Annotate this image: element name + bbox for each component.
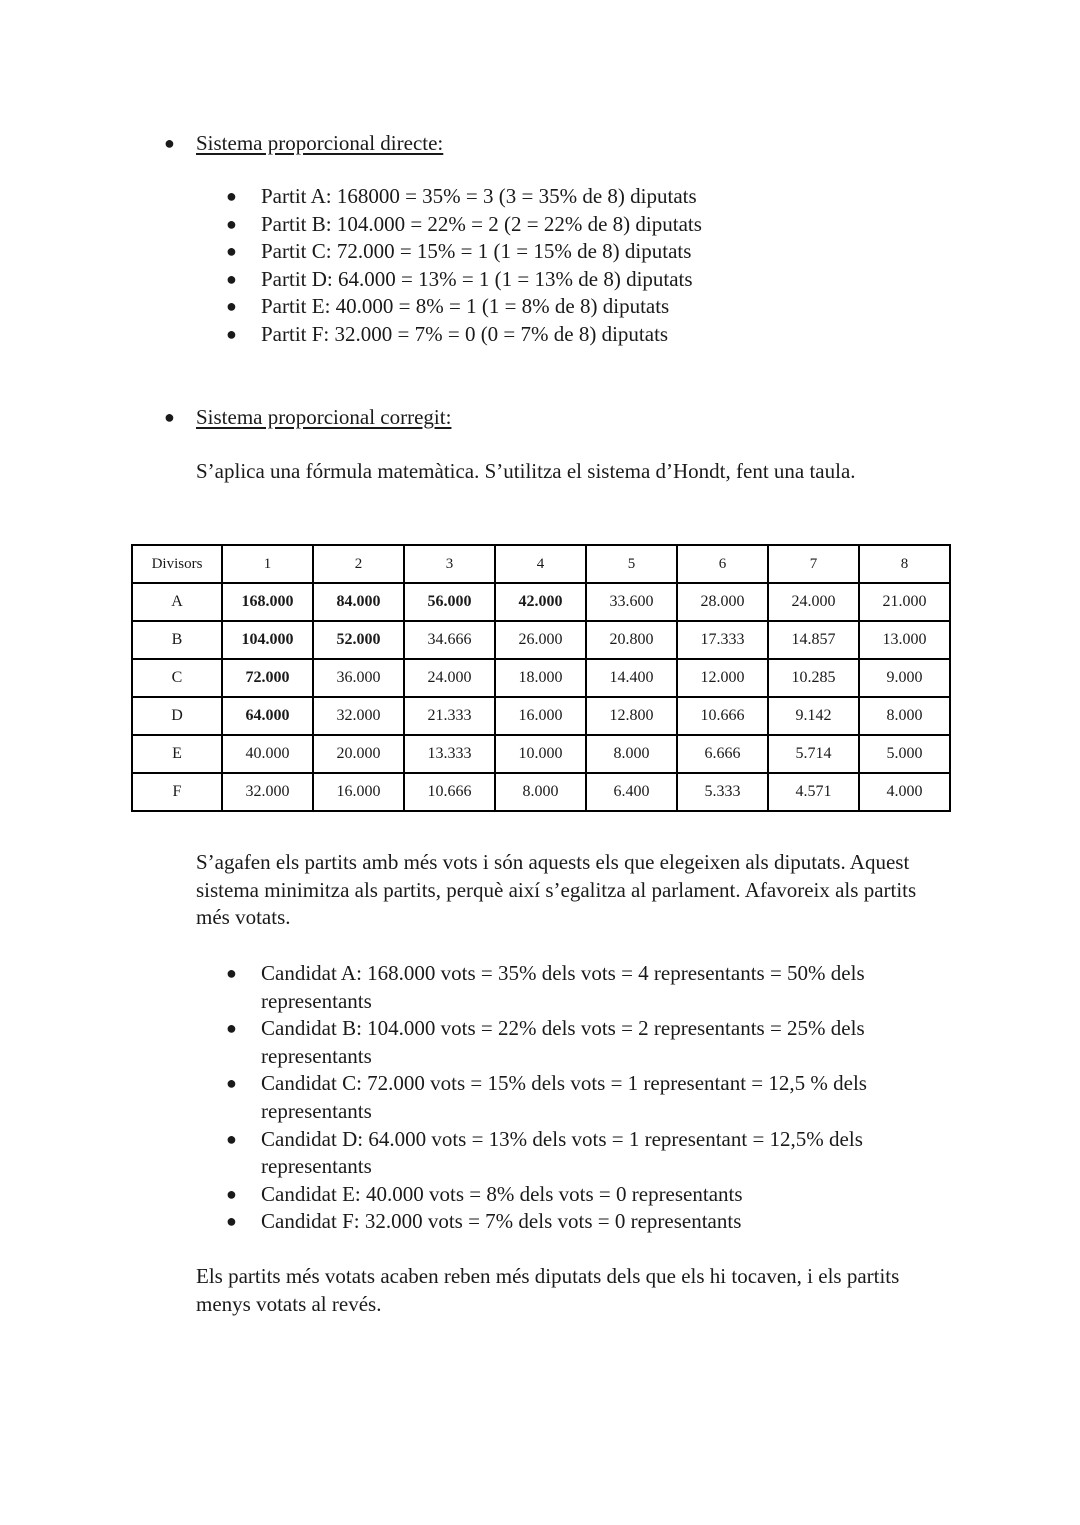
bullet-icon: ● bbox=[226, 213, 237, 234]
list-item-text: Partit A: 168000 = 35% = 3 (3 = 35% de 8) diputats bbox=[261, 184, 697, 208]
table-cell: 16.000 bbox=[313, 773, 404, 811]
table-cell: 36.000 bbox=[313, 659, 404, 697]
bullet-icon: ● bbox=[226, 1128, 237, 1149]
list-item bbox=[226, 960, 941, 1015]
list-item-text: Partit B: 104.000 = 22% = 2 (2 = 22% de 8) diputats bbox=[261, 211, 702, 236]
table-row bbox=[132, 697, 950, 735]
table-cell: 32.000 bbox=[313, 697, 404, 735]
list-item bbox=[226, 266, 941, 294]
table-cell: 8.000 bbox=[586, 735, 677, 773]
bullet-icon: ● bbox=[226, 1183, 237, 1204]
table-cell: 13.333 bbox=[404, 735, 495, 773]
table-row bbox=[132, 773, 950, 811]
table-cell: 4.000 bbox=[859, 773, 950, 811]
table-cell: 24.000 bbox=[404, 659, 495, 697]
table-cell: 10.666 bbox=[677, 697, 768, 735]
table-cell: 12.000 bbox=[677, 659, 768, 697]
table-cell: 168.000 bbox=[222, 583, 313, 621]
candidats-list bbox=[226, 960, 941, 1236]
bullet-icon: ● bbox=[226, 1018, 237, 1039]
list-item bbox=[226, 183, 941, 211]
table-cell: 26.000 bbox=[495, 621, 586, 659]
bullet-icon: ● bbox=[226, 296, 237, 317]
table-cell: 14.400 bbox=[586, 659, 677, 697]
table-cell: 9.000 bbox=[859, 659, 950, 697]
list-item-text: Candidat F: 32.000 vots = 7% dels vots = 0 representants bbox=[261, 1209, 742, 1234]
table-cell: 10.285 bbox=[768, 659, 859, 697]
table-cell: 33.600 bbox=[586, 583, 677, 621]
hondt-table bbox=[131, 544, 951, 812]
table-cell: 10.666 bbox=[404, 773, 495, 811]
table-cell: 18.000 bbox=[495, 659, 586, 697]
list-item-text: Partit E: 40.000 = 8% = 1 (1 = 8% de 8) diputats bbox=[261, 294, 670, 319]
table-cell: 14.857 bbox=[768, 621, 859, 659]
table-cell: 6.666 bbox=[677, 735, 768, 773]
row-label: E bbox=[132, 735, 222, 773]
table-cell: 5.333 bbox=[677, 773, 768, 811]
section-heading-text: Sistema proporcional directe: bbox=[196, 131, 444, 155]
row-label: D bbox=[132, 697, 222, 735]
table-header-cell: 3 bbox=[404, 545, 495, 583]
row-label: A bbox=[132, 583, 222, 621]
list-item-text: Partit C: 72.000 = 15% = 1 (1 = 15% de 8) diputats bbox=[261, 239, 692, 264]
table-cell: 40.000 bbox=[222, 735, 313, 773]
list-item-text: Candidat C: 72.000 vots = 15% dels vots = 1 representant = 12,5 % dels representants bbox=[261, 1071, 867, 1123]
bullet-icon: ● bbox=[164, 407, 175, 427]
table-header-cell: 5 bbox=[586, 545, 677, 583]
table-header-row bbox=[132, 545, 950, 583]
table-cell: 24.000 bbox=[768, 583, 859, 621]
table-cell: 13.000 bbox=[859, 621, 950, 659]
bullet-icon: ● bbox=[226, 241, 237, 262]
table-row bbox=[132, 659, 950, 697]
list-item bbox=[226, 238, 941, 266]
table-cell: 20.000 bbox=[313, 735, 404, 773]
table-cell: 28.000 bbox=[677, 583, 768, 621]
table-cell: 9.142 bbox=[768, 697, 859, 735]
table-cell: 72.000 bbox=[222, 659, 313, 697]
list-item bbox=[226, 293, 941, 321]
table-cell: 8.000 bbox=[495, 773, 586, 811]
table-header-cell: 2 bbox=[313, 545, 404, 583]
table-cell: 64.000 bbox=[222, 697, 313, 735]
list-item bbox=[226, 321, 941, 349]
explanation-paragraph: S’agafen els partits amb més vots i són aquests els que elegeixen als diputats. Aquest sistema minimitza als partits, perquè així s’egalitza al parlament. Afavoreix als partits més votats. bbox=[196, 850, 917, 930]
table-row bbox=[132, 583, 950, 621]
bullet-icon: ● bbox=[226, 1073, 237, 1094]
list-item-text: Partit D: 64.000 = 13% = 1 (1 = 13% de 8) diputats bbox=[261, 266, 693, 291]
table-row bbox=[132, 735, 950, 773]
table-row bbox=[132, 621, 950, 659]
list-item-text: Partit F: 32.000 = 7% = 0 (0 = 7% de 8) diputats bbox=[261, 321, 669, 346]
table-cell: 5.714 bbox=[768, 735, 859, 773]
table-cell: 6.400 bbox=[586, 773, 677, 811]
table-cell: 21.000 bbox=[859, 583, 950, 621]
table-cell: 16.000 bbox=[495, 697, 586, 735]
list-item bbox=[226, 211, 941, 239]
table-cell: 10.000 bbox=[495, 735, 586, 773]
list-item-text: Candidat B: 104.000 vots = 22% dels vots = 2 representants = 25% dels representants bbox=[261, 1016, 865, 1068]
table-header-cell: 7 bbox=[768, 545, 859, 583]
table-cell: 17.333 bbox=[677, 621, 768, 659]
conclusion-paragraph: Els partits més votats acaben reben més diputats dels que els hi tocaven, i els partits menys votats al revés. bbox=[196, 1264, 900, 1316]
bullet-icon: ● bbox=[226, 963, 237, 983]
table-cell: 32.000 bbox=[222, 773, 313, 811]
table-header-cell: 8 bbox=[859, 545, 950, 583]
bullet-icon: ● bbox=[226, 1211, 237, 1232]
table-header-cell: 4 bbox=[495, 545, 586, 583]
bullet-icon: ● bbox=[164, 133, 175, 153]
table-cell: 56.000 bbox=[404, 583, 495, 621]
table-cell: 8.000 bbox=[859, 697, 950, 735]
table-header-cell: 6 bbox=[677, 545, 768, 583]
list-item bbox=[226, 1181, 941, 1209]
list-item bbox=[226, 1015, 941, 1070]
table-cell: 20.800 bbox=[586, 621, 677, 659]
table-cell: 84.000 bbox=[313, 583, 404, 621]
bullet-icon: ● bbox=[226, 268, 237, 289]
row-label: F bbox=[132, 773, 222, 811]
table-cell: 52.000 bbox=[313, 621, 404, 659]
section-heading-text: Sistema proporcional corregit: bbox=[196, 405, 452, 429]
table-header-divisors: Divisors bbox=[132, 545, 222, 583]
bullet-icon: ● bbox=[226, 323, 237, 344]
list-item-text: Candidat A: 168.000 vots = 35% dels vots = 4 representants = 50% dels representants bbox=[261, 961, 865, 1013]
table-cell: 34.666 bbox=[404, 621, 495, 659]
list-item bbox=[226, 1126, 941, 1181]
table-cell: 21.333 bbox=[404, 697, 495, 735]
table-cell: 5.000 bbox=[859, 735, 950, 773]
table-header-cell: 1 bbox=[222, 545, 313, 583]
row-label: B bbox=[132, 621, 222, 659]
table-cell: 12.800 bbox=[586, 697, 677, 735]
bullet-icon: ● bbox=[226, 186, 237, 206]
partits-list bbox=[226, 183, 941, 349]
table-cell: 42.000 bbox=[495, 583, 586, 621]
list-item-text: Candidat D: 64.000 vots = 13% dels vots = 1 representant = 12,5% dels representants bbox=[261, 1126, 863, 1179]
intro-paragraph: S’aplica una fórmula matemàtica. S’utilitza el sistema d’Hondt, fent una taula. bbox=[196, 459, 856, 483]
list-item bbox=[226, 1208, 941, 1236]
table-cell: 4.571 bbox=[768, 773, 859, 811]
table-cell: 104.000 bbox=[222, 621, 313, 659]
row-label: C bbox=[132, 659, 222, 697]
list-item-text: Candidat E: 40.000 vots = 8% dels vots = 0 representants bbox=[261, 1181, 743, 1206]
list-item bbox=[226, 1070, 941, 1125]
